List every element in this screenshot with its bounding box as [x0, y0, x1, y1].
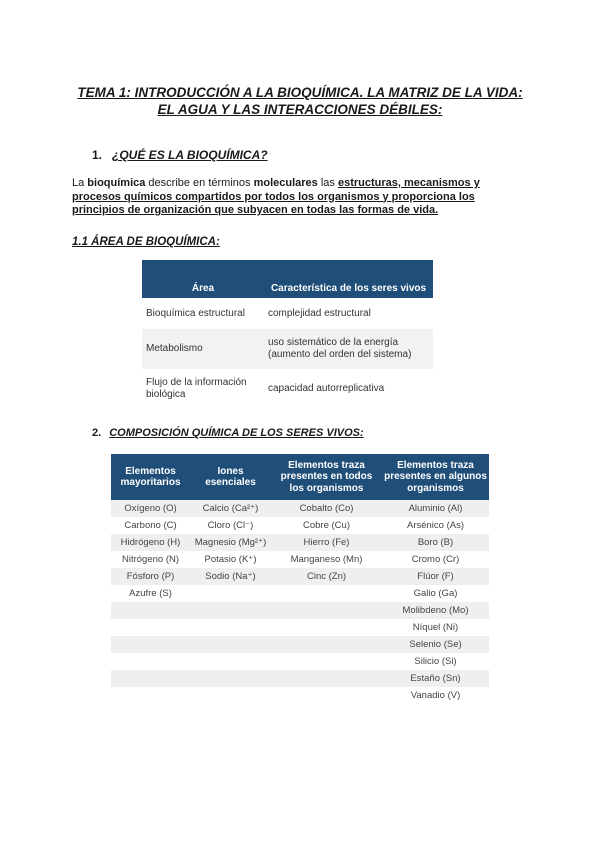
title-line-1: TEMA 1: INTRODUCCIÓN A LA BIOQUÍMICA. LA MATRIZ DE LA VIDA: [77, 85, 523, 100]
table-cell [271, 653, 382, 670]
table-cell: Potasio (K⁺) [204, 554, 257, 565]
area-table-header-area: Área [142, 260, 264, 298]
table-cell: Cinc (Zn) [271, 568, 382, 585]
table-cell [111, 670, 190, 687]
section-2-title: COMPOSICIÓN QUÍMICA DE LOS SERES VIVOS: [109, 427, 364, 439]
table-row [111, 636, 489, 653]
intro-bold-bioquimica: bioquímica [87, 177, 146, 189]
table-row [111, 551, 489, 568]
table-cell: Boro (B) [382, 534, 489, 551]
composition-header-traza-algunos: Elementos traza presentes en algunos organismos [382, 454, 489, 500]
intro-bold-moleculares: moleculares [253, 177, 318, 189]
table-cell: Arsénico (As) [406, 520, 464, 531]
table-cell [190, 636, 271, 653]
table-cell: Selenio (Se) [382, 636, 489, 653]
table-row [111, 534, 489, 551]
table-cell: Metabolismo [142, 329, 264, 369]
table-cell: Cobre (Cu) [303, 520, 350, 531]
table-cell [111, 619, 190, 636]
table-cell: Sodio (Na⁺) [190, 568, 271, 585]
intro-text-1: La [72, 177, 88, 189]
table-cell: capacidad autorreplicativa [268, 383, 385, 394]
table-cell: Flujo de la información biológica [146, 377, 247, 400]
table-row [142, 329, 433, 369]
composition-table-header-row [111, 454, 489, 500]
composition-header-iones: Iones esenciales [190, 454, 271, 500]
table-cell: Flúor (F) [382, 568, 489, 585]
section-1-1-heading: 1.1 ÁREA DE BIOQUÍMICA: [72, 236, 220, 248]
table-cell: Bioquímica estructural [146, 307, 245, 319]
table-row [111, 568, 489, 585]
table-cell [271, 636, 382, 653]
table-cell [111, 687, 190, 704]
table-cell: Cromo (Cr) [411, 554, 460, 565]
section-1-heading [92, 148, 268, 162]
table-row [111, 517, 489, 534]
table-row [111, 500, 489, 517]
table-cell [271, 670, 382, 687]
area-table-header-caracteristica: Característica de los seres vivos [264, 260, 433, 298]
table-row [111, 619, 489, 636]
table-cell [190, 585, 271, 602]
composition-table [111, 454, 489, 704]
table-cell: uso sistemático de la energía (aumento del orden del sistema) [264, 329, 433, 369]
table-cell [190, 670, 271, 687]
table-cell [190, 602, 271, 619]
table-cell: Azufre (S) [129, 588, 172, 599]
intro-text-3: las [317, 177, 338, 189]
section-2-number: 2. [92, 427, 102, 439]
table-cell [271, 687, 382, 704]
table-cell: Hidrógeno (H) [111, 534, 190, 551]
table-cell: Cobalto (Co) [271, 500, 382, 517]
table-cell [111, 653, 190, 670]
table-cell: Aluminio (Al) [382, 500, 489, 517]
table-cell: Molibdeno (Mo) [382, 602, 489, 619]
table-cell: Galio (Ga) [413, 588, 458, 599]
table-cell: Cloro (Cl⁻) [207, 520, 254, 531]
composition-header-traza-todos: Elementos traza presentes en todos los organismos [271, 454, 382, 500]
table-cell: Silicio (Si) [414, 656, 457, 667]
table-cell [190, 687, 271, 704]
table-cell [271, 619, 382, 636]
table-cell: Magnesio (Mg²⁺) [190, 534, 271, 551]
intro-underlined: estructuras, mecanismos y procesos químicos compartidos por todos los organismos y proporciona los principios de organización que subyacen en todas las formas de vida. [72, 177, 480, 216]
table-row [142, 369, 433, 409]
table-cell: Hierro (Fe) [271, 534, 382, 551]
title-line-2: EL AGUA Y LAS INTERACCIONES DÉBILES: [157, 102, 443, 117]
table-cell: Oxígeno (O) [111, 500, 190, 517]
table-row [111, 585, 489, 602]
table-cell: Carbono (C) [124, 520, 177, 531]
section-1-title: ¿QUÉ ES LA BIOQUÍMICA? [112, 148, 268, 162]
intro-text-2: describe en términos [145, 177, 254, 189]
table-cell: Fósforo (P) [111, 568, 190, 585]
table-cell [111, 636, 190, 653]
section-1-number: 1. [92, 148, 103, 162]
composition-header-mayoritarios: Elementos mayoritarios [111, 454, 190, 500]
intro-paragraph [72, 177, 522, 218]
table-cell: Nitrógeno (N) [121, 554, 180, 565]
table-cell [111, 602, 190, 619]
table-cell: Níquel (Ni) [412, 622, 459, 633]
table-row [111, 687, 489, 704]
table-cell: Manganeso (Mn) [290, 554, 363, 565]
area-table-header-row [142, 260, 433, 298]
table-cell [190, 619, 271, 636]
table-cell [190, 653, 271, 670]
document-title [60, 84, 540, 118]
table-cell [271, 602, 382, 619]
table-cell: Estaño (Sn) [382, 670, 489, 687]
table-cell: Vanadio (V) [410, 690, 461, 701]
table-row [111, 670, 489, 687]
table-row [142, 298, 433, 329]
composition-table-body [111, 500, 489, 704]
table-cell: complejidad estructural [268, 307, 371, 319]
table-row [111, 653, 489, 670]
area-table [142, 260, 433, 409]
section-2-heading [92, 427, 364, 439]
table-cell [271, 585, 382, 602]
table-row [111, 602, 489, 619]
table-cell: Calcio (Ca²⁺) [190, 500, 271, 517]
